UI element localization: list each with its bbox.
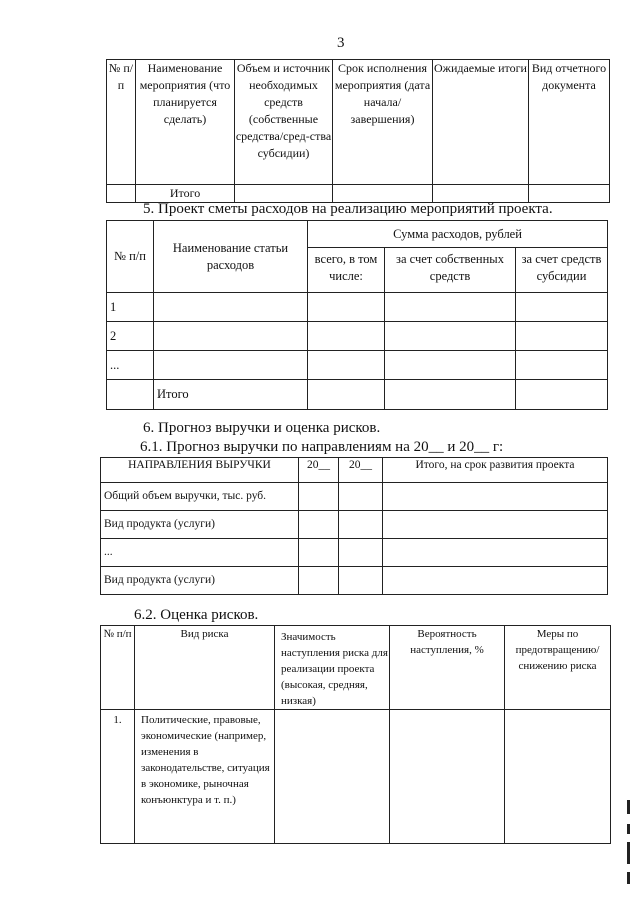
revenue-col-year1: 20__ [299, 458, 339, 483]
table-row [107, 293, 608, 322]
risk-col-probability: Вероятность наступления, % [390, 626, 505, 710]
scan-edge-mark [627, 872, 630, 884]
table-cell [383, 567, 608, 595]
risk-row-kind: Политические, правовые, экономические (например, изменения в законодательстве, ситуация в экономике, рыночная конъюнктура и т. п.) [135, 710, 275, 844]
table-cell [385, 322, 516, 351]
budget-col-total: всего, в том числе: [308, 248, 385, 293]
section-6-1-title: 6.1. Прогноз выручки по направлениям на 20__ и 20__ г: [140, 439, 504, 455]
table-row [101, 710, 611, 844]
revenue-col-direction: НАПРАВЛЕНИЯ ВЫРУЧКИ [101, 458, 299, 483]
measures-col-funds: Объем и источник необходимых средств (собственные средства/сред-ства субсидии) [235, 60, 333, 185]
section-6-title: 6. Прогноз выручки и оценка рисков. [143, 420, 381, 436]
table-cell [299, 567, 339, 595]
table-cell [333, 185, 433, 203]
scan-edge-mark [627, 800, 630, 814]
revenue-col-year2: 20__ [339, 458, 383, 483]
risk-table [100, 625, 611, 844]
budget-header-row [107, 221, 608, 248]
measures-col-report: Вид отчетного документа [529, 60, 610, 185]
scan-edge-mark [627, 842, 630, 864]
budget-table [106, 220, 608, 410]
table-cell [433, 185, 529, 203]
table-cell [308, 293, 385, 322]
table-row [107, 351, 608, 380]
budget-col-subsidy: за счет средств субсидии [516, 248, 608, 293]
section-6-2-title: 6.2. Оценка рисков. [134, 607, 259, 623]
table-cell [339, 567, 383, 595]
scan-edge-mark [627, 824, 630, 834]
measures-table [106, 59, 610, 203]
revenue-row-label: Вид продукта (услуги) [101, 511, 299, 539]
table-cell [275, 710, 390, 844]
table-cell [390, 710, 505, 844]
measures-col-name: Наименование мероприятия (что планируется сделать) [136, 60, 235, 185]
table-cell [308, 351, 385, 380]
table-cell [383, 511, 608, 539]
budget-row-number: 1 [107, 293, 154, 322]
risk-col-kind: Вид риска [135, 626, 275, 710]
table-row [101, 539, 608, 567]
table-cell [107, 380, 154, 410]
risk-col-number: № п/п [101, 626, 135, 710]
revenue-table [100, 457, 608, 595]
table-row [101, 483, 608, 511]
table-cell [154, 293, 308, 322]
table-cell [107, 185, 136, 203]
budget-total-row [107, 380, 608, 410]
measures-total-label: Итого [136, 185, 235, 203]
budget-row-number: 2 [107, 322, 154, 351]
table-row [107, 322, 608, 351]
table-cell [299, 511, 339, 539]
table-cell [339, 511, 383, 539]
table-cell [383, 483, 608, 511]
page-number: 3 [337, 35, 345, 51]
budget-row-number: ... [107, 351, 154, 380]
table-cell [383, 539, 608, 567]
measures-col-deadline: Срок исполнения мероприятия (дата начала/ завершения) [333, 60, 433, 185]
revenue-header-row [101, 458, 608, 483]
table-cell [154, 351, 308, 380]
table-cell [516, 322, 608, 351]
table-cell [339, 483, 383, 511]
table-cell [385, 293, 516, 322]
table-cell [308, 380, 385, 410]
table-cell [299, 539, 339, 567]
risk-col-significance: Значимость наступления риска для реализации проекта (высокая, средняя, низкая) [275, 626, 390, 710]
table-cell [505, 710, 611, 844]
table-cell [516, 351, 608, 380]
table-cell [529, 185, 610, 203]
table-cell [299, 483, 339, 511]
table-cell [516, 380, 608, 410]
risk-row-number: 1. [101, 710, 135, 844]
section-5-title: 5. Проект сметы расходов на реализацию мероприятий проекта. [143, 201, 553, 217]
budget-col-name: Наименование статьи расходов [154, 221, 308, 293]
budget-col-number: № п/п [107, 221, 154, 293]
revenue-row-label: Вид продукта (услуги) [101, 567, 299, 595]
risk-header-row [101, 626, 611, 710]
measures-table-header-row [107, 60, 610, 185]
revenue-row-label: Общий объем выручки, тыс. руб. [101, 483, 299, 511]
table-row [101, 567, 608, 595]
revenue-row-label: ... [101, 539, 299, 567]
risk-col-measures: Меры по предотвращению/ снижению риска [505, 626, 611, 710]
budget-total-label: Итого [154, 380, 308, 410]
measures-total-row [107, 185, 610, 203]
table-cell [385, 351, 516, 380]
table-cell [339, 539, 383, 567]
measures-col-number: № п/п [107, 60, 136, 185]
budget-col-own: за счет собственных средств [385, 248, 516, 293]
table-row [101, 511, 608, 539]
table-cell [516, 293, 608, 322]
budget-col-sum: Сумма расходов, рублей [308, 221, 608, 248]
revenue-col-total: Итого, на срок развития проекта [383, 458, 608, 483]
measures-col-results: Ожидаемые итоги [433, 60, 529, 185]
table-cell [308, 322, 385, 351]
table-cell [235, 185, 333, 203]
table-cell [154, 322, 308, 351]
table-cell [385, 380, 516, 410]
